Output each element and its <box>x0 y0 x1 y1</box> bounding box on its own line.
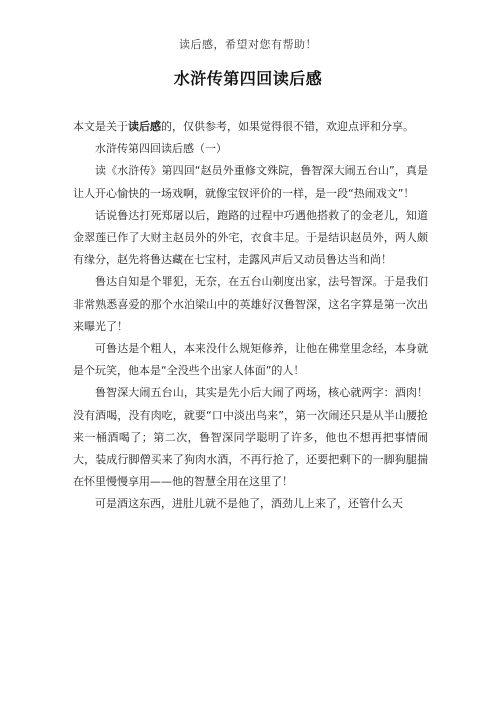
body-paragraph: 可鲁达是个粗人，本来没什么规矩修养，让他在佛堂里念经，本身就是个玩笑，他本是“全没些个出家人体面”的人！ <box>73 342 428 378</box>
body-paragraph: 鲁达自知是个罪犯，无奈，在五台山剃度出家，法号智深。于是我们非常熟悉喜爱的那个水泊梁山中的英雄好汉鲁智深，这名字算是第一次出来曝光了！ <box>73 275 428 333</box>
intro-prefix: 本文是关于 <box>73 120 128 133</box>
intro-bold-keyword: 读后感 <box>128 120 161 133</box>
intro-suffix: 的，仅供参考，如果觉得很不错，欢迎点评和分享。 <box>161 120 414 133</box>
document-body <box>73 116 428 516</box>
section-heading: 水浒传第四回读后感（一） <box>95 142 227 156</box>
intro-paragraph <box>73 116 428 138</box>
document-title: 水浒传第四回读后感 <box>173 69 323 88</box>
body-paragraph: 可是酒这东西，进肚儿就不是他了，酒劲儿上来了，还管什么天 <box>95 497 403 511</box>
header-note: 读后感，希望对您有帮助！ <box>179 38 317 51</box>
body-paragraph: 读《水浒传》第四回“赵员外重修文殊院，鲁智深大闹五台山”，真是让人开心愉快的一场戏啊，就像宝钗评价的一样，是一段“热闹戏文”！ <box>73 164 428 200</box>
body-paragraph: 话说鲁达打死郑屠以后，跑路的过程中巧遇他搭救了的金老儿，知道金翠莲已作了大财主赵员外的外宅，衣食丰足。于是结识赵员外，两人颇有缘分，赵先将鲁达藏在七宝村，走露风声后又动员鲁达当和尚！ <box>73 208 428 267</box>
body-paragraph: 鲁智深大闹五台山，其实是先小后大闹了两场，核心就两字：酒肉！没有酒喝，没有肉吃，就要“口中淡出鸟来”，第一次闹还只是从半山腰抢来一桶酒喝了；第二次，鲁智深同学聪明了许多，他也不想再把事情闹大，装成行脚僧买来了狗肉水酒，不再行抢了，还要把剩下的一脚狗腿揣在怀里慢慢享用——他的智慧全用在这里了！ <box>73 386 428 489</box>
